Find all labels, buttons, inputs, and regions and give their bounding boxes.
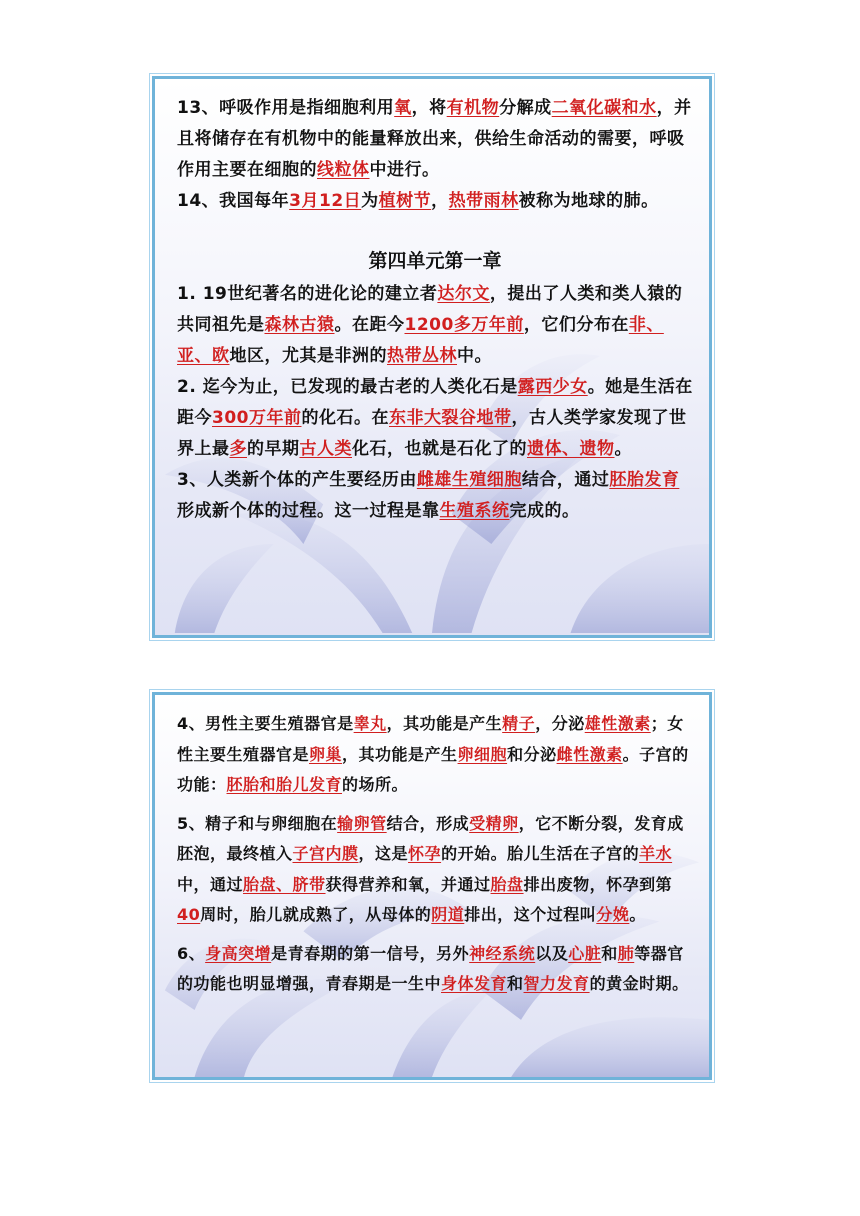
note-card-2: [152, 692, 712, 1080]
key-term: 多: [229, 439, 247, 459]
note-card-1: [152, 76, 712, 638]
key-term: 胚胎和胎儿发育: [226, 775, 343, 794]
card-1-content: [177, 93, 693, 527]
key-term: 300万年前: [212, 408, 302, 428]
paragraph-2: [177, 372, 693, 465]
key-term: 子宫内膜: [292, 844, 359, 863]
paragraph-6: [177, 939, 693, 1000]
key-term: 受精卵: [469, 813, 519, 833]
key-term: 胎盘: [490, 874, 524, 894]
text-run: 的化石。在: [301, 408, 389, 428]
key-term: 雌雄生殖细胞: [416, 470, 522, 490]
text-run: ，它不断分裂，发育成胚泡，最终植入: [177, 813, 684, 863]
text-run: 周时，胎儿就成熟了，从母体的: [200, 905, 432, 924]
text-run: ，分泌: [535, 714, 585, 733]
text-run: 结合，形成: [386, 813, 470, 833]
key-term: 身体发育: [441, 974, 508, 993]
text-run: 为: [361, 191, 379, 211]
key-term: 热带丛林: [387, 346, 457, 366]
text-run: 3、人类新个体的产生要经历由: [177, 470, 417, 490]
key-term: 森林古猿: [264, 315, 335, 335]
key-term: 氧: [394, 98, 412, 118]
key-term: 睾丸: [353, 714, 387, 733]
text-run: 被称为地球的肺。: [518, 191, 659, 211]
text-run: 2. 迄今为止，已发现的最古老的人类化石是: [177, 377, 518, 397]
key-term: 阴道: [431, 905, 465, 924]
text-run: 。在距今: [334, 315, 405, 335]
text-run: 和: [507, 974, 524, 993]
text-run: 化石，也就是石化了的: [352, 439, 527, 459]
key-term: 输卵管: [337, 813, 387, 833]
paragraph-5: [177, 809, 693, 931]
key-term: 3月12日: [289, 191, 362, 211]
text-run: 排出，这个过程叫: [464, 905, 597, 924]
text-run: 排出废物，怀孕到第: [523, 874, 673, 894]
text-run: 。: [614, 439, 632, 459]
text-run: 6、: [177, 943, 206, 963]
key-term: 胎盘、脐带: [243, 874, 326, 894]
text-run: 中。: [457, 346, 492, 366]
key-term: 线粒体: [317, 160, 370, 180]
key-term: 雄性激素: [584, 714, 651, 733]
key-term: 古人类: [299, 439, 352, 459]
text-run: ，: [431, 191, 449, 211]
key-term: 肺: [617, 943, 635, 963]
text-run: ，古人类学家发现了世界上最: [177, 408, 687, 459]
text-run: ，它们分布在: [523, 315, 629, 335]
text-run: 和分泌: [507, 744, 557, 764]
paragraph-14: [177, 186, 693, 217]
key-term: 身高突增: [205, 943, 272, 963]
text-run: 1. 19世纪著名的进化论的建立者: [177, 284, 438, 304]
text-run: 13、呼吸作用是指细胞利用: [177, 98, 395, 118]
card-2-content: [177, 709, 693, 1000]
key-term: 40: [177, 905, 201, 924]
key-term: 胚胎发育: [609, 470, 680, 490]
text-run: 中，通过: [177, 874, 244, 894]
text-run: 和: [601, 943, 618, 963]
key-term: 生殖系统: [439, 501, 510, 521]
key-term: 露西少女: [517, 377, 588, 397]
key-term: 精子: [502, 714, 536, 733]
key-term: 怀孕: [408, 844, 442, 863]
text-run: 的场所。: [342, 775, 409, 794]
key-term: 东非大裂谷地带: [389, 408, 512, 428]
text-run: ，将: [411, 98, 447, 118]
key-term: 智力发育: [523, 974, 590, 993]
text-run: 是青春期的第一信号，另外: [271, 943, 470, 963]
text-run: 分解成: [499, 98, 552, 118]
text-run: 等器官的功能也明显增强，青春期是一生中: [177, 943, 684, 993]
paragraph-13: [177, 93, 693, 186]
key-term: 分娩: [596, 905, 630, 924]
text-run: ，其功能是产生: [386, 714, 503, 733]
key-term: 遗体、遗物: [527, 439, 615, 459]
text-run: 获得营养和氧，并通过: [325, 874, 491, 894]
text-run: ，提出了人类和类人猿的共同祖先是: [177, 284, 683, 335]
key-term: 二氧化碳和水: [551, 98, 657, 118]
key-term: 卵巢: [309, 744, 343, 764]
key-term: 非、亚、欧: [177, 315, 664, 366]
text-run: 4、男性主要生殖器官是: [177, 714, 354, 733]
text-run: 的黄金时期。: [589, 974, 689, 993]
section-heading: 第四单元第一章: [368, 250, 502, 272]
text-run: 中进行。: [369, 160, 440, 180]
key-term: 神经系统: [469, 943, 536, 963]
text-run: 。她是生活在距今: [177, 377, 693, 428]
key-term: 1200多万年前: [404, 315, 524, 335]
text-run: ，并且将储存在有机物中的能量释放出来，供给生命活动的需要，呼吸作用主要在细胞的: [177, 98, 692, 180]
paragraph-4: [177, 709, 693, 801]
key-term: 达尔文: [437, 284, 490, 304]
key-term: 雌性激素: [556, 744, 623, 764]
text-run: 结合，通过: [521, 470, 610, 490]
text-run: 完成的。: [509, 501, 580, 521]
text-run: 的早期: [247, 439, 300, 459]
key-term: 卵细胞: [457, 744, 508, 764]
text-run: 。子宫的功能：: [177, 744, 689, 794]
text-run: ，这是: [358, 844, 409, 863]
key-term: 热带雨林: [448, 191, 519, 211]
text-run: 地区，尤其是非洲的: [229, 346, 387, 366]
text-run: 的开始。胎儿生活在子宫的: [441, 844, 640, 863]
paragraph-3: [177, 465, 693, 527]
key-term: 有机物: [446, 98, 500, 118]
text-run: 5、精子和与卵细胞在: [177, 813, 338, 833]
text-run: 形成新个体的过程。这一过程是靠: [177, 501, 440, 521]
key-term: 心脏: [568, 943, 602, 963]
text-run: ，其功能是产生: [342, 744, 458, 764]
text-run: 以及: [535, 943, 569, 963]
key-term: 植树节: [378, 191, 432, 211]
text-run: 。: [629, 905, 646, 924]
text-run: 14、我国每年: [177, 191, 290, 211]
text-run: ；女性主要生殖器官是: [177, 714, 684, 764]
paragraph-1: [177, 279, 693, 372]
key-term: 羊水: [639, 844, 673, 863]
